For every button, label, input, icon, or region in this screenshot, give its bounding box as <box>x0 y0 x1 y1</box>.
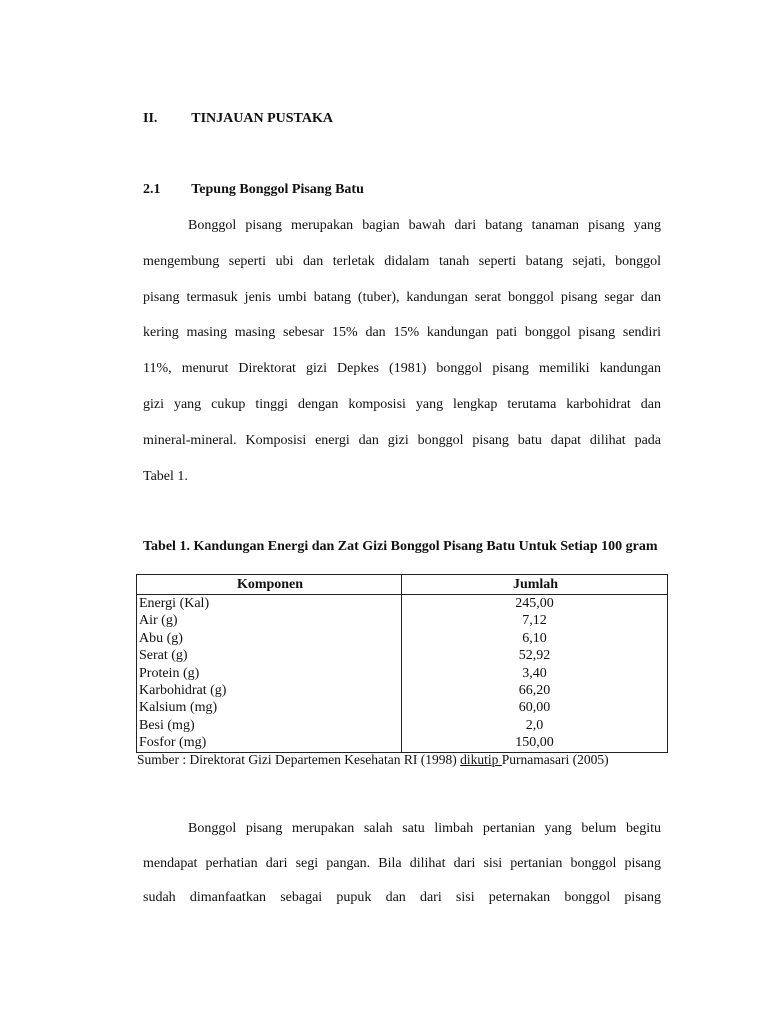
source-text: Sumber : Direktorat Gizi Departemen Kesehatan RI (1998) <box>137 752 461 767</box>
column-header-jumlah: Jumlah <box>402 575 668 595</box>
section-heading <box>143 182 364 198</box>
component-cell: Fosfor (mg) <box>137 734 402 752</box>
amount-cell: 66,20 <box>402 682 668 699</box>
chapter-title: TINJAUAN PUSTAKA <box>191 111 333 126</box>
table-row <box>137 717 668 734</box>
paragraph-line: Tabel 1. <box>143 468 188 484</box>
amount-cell: 245,00 <box>402 595 668 613</box>
nutrition-table <box>136 574 668 753</box>
component-cell: Energi (Kal) <box>137 595 402 613</box>
paragraph-line: 11%, menurut Direktorat gizi Depkes (1981) bonggol pisang memiliki kandungan <box>143 361 661 377</box>
amount-cell: 60,00 <box>402 699 668 716</box>
table-row <box>137 682 668 699</box>
component-cell: Karbohidrat (g) <box>137 682 402 699</box>
amount-cell: 6,10 <box>402 630 668 647</box>
column-header-komponen: Komponen <box>137 575 402 595</box>
paragraph-1 <box>143 217 661 503</box>
source-author: Purnamasari (2005) <box>501 752 609 767</box>
component-cell: Besi (mg) <box>137 717 402 734</box>
paragraph-line: mendapat perhatian dari segi pangan. Bila dilihat dari sisi pertanian bonggol pisang <box>143 855 661 871</box>
component-cell: Protein (g) <box>137 665 402 682</box>
paragraph-line: Bonggol pisang merupakan salah satu limbah pertanian yang belum begitu <box>188 821 661 836</box>
amount-cell: 150,00 <box>402 734 668 752</box>
section-title: Tepung Bonggol Pisang Batu <box>191 182 364 197</box>
table-row <box>137 595 668 613</box>
paragraph-line: Bonggol pisang merupakan bagian bawah dari batang tanaman pisang yang <box>188 218 661 233</box>
amount-cell: 7,12 <box>402 612 668 629</box>
paragraph-line: mengembung seperti ubi dan terletak didalam tanah seperti batang sejati, bonggol <box>143 253 661 269</box>
section-number: 2.1 <box>143 182 161 197</box>
paragraph-2 <box>143 820 661 924</box>
table-row <box>137 665 668 682</box>
table-header-row <box>137 575 668 595</box>
chapter-number: II. <box>143 111 158 126</box>
table-row <box>137 647 668 664</box>
table-row <box>137 612 668 629</box>
source-underlined-text: dikutip <box>460 752 502 767</box>
component-cell: Air (g) <box>137 612 402 629</box>
amount-cell: 3,40 <box>402 665 668 682</box>
component-cell: Abu (g) <box>137 630 402 647</box>
paragraph-line: mineral-mineral. Komposisi energi dan gizi bonggol pisang batu dapat dilihat pada <box>143 432 661 448</box>
paragraph-line: gizi yang cukup tinggi dengan komposisi yang lengkap terutama karbohidrat dan <box>143 396 661 412</box>
table-caption: Tabel 1. Kandungan Energi dan Zat Gizi Bonggol Pisang Batu Untuk Setiap 100 gram <box>143 539 658 554</box>
table-row <box>137 734 668 752</box>
table-row <box>137 699 668 716</box>
amount-cell: 2,0 <box>402 717 668 734</box>
paragraph-line: kering masing masing sebesar 15% dan 15% kandungan pati bonggol pisang sendiri <box>143 325 661 341</box>
table-row <box>137 630 668 647</box>
paragraph-line: sudah dimanfaatkan sebagai pupuk dan dari sisi peternakan bonggol pisang <box>143 890 661 905</box>
component-cell: Kalsium (mg) <box>137 699 402 716</box>
table-source <box>137 752 609 768</box>
paragraph-line: pisang termasuk jenis umbi batang (tuber), kandungan serat bonggol pisang segar dan <box>143 289 661 305</box>
component-cell: Serat (g) <box>137 647 402 664</box>
amount-cell: 52,92 <box>402 647 668 664</box>
chapter-heading <box>143 111 333 127</box>
